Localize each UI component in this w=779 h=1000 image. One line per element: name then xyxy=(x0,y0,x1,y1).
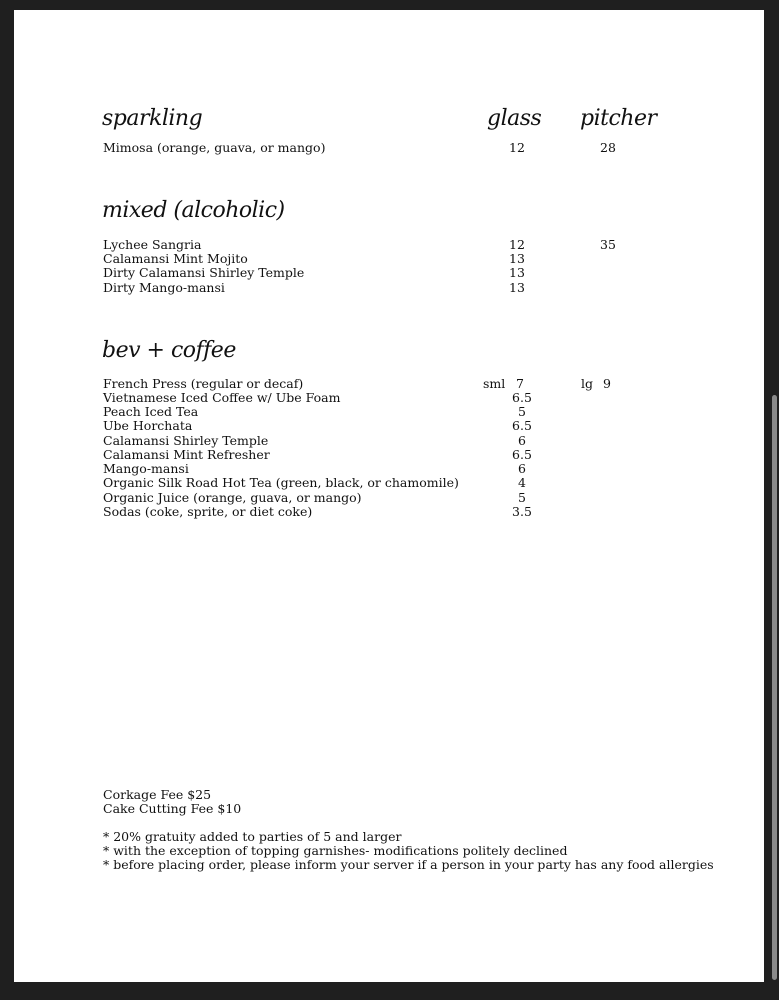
menu-item-glass-price: 12 xyxy=(509,237,525,252)
menu-item-name: Calamansi Mint Refresher xyxy=(103,447,270,462)
menu-item-price: 5 xyxy=(518,490,526,505)
menu-item-price: 6.5 xyxy=(512,390,532,405)
small-size-price: 7 xyxy=(516,376,524,391)
bev-coffee-heading: bev + coffee xyxy=(102,338,236,363)
small-size-label: sml xyxy=(483,376,506,391)
menu-item-name: Organic Juice (orange, guava, or mango) xyxy=(103,490,362,505)
menu-item-name: Calamansi Mint Mojito xyxy=(103,251,248,266)
menu-item-price: 3.5 xyxy=(512,504,532,519)
menu-item-glass-price: 13 xyxy=(509,280,525,295)
note-allergies: * before placing order, please inform your server if a person in your party has any food allergies xyxy=(103,857,714,872)
menu-item-price: 6.5 xyxy=(512,418,532,433)
corkage-fee: Corkage Fee $25 xyxy=(103,787,212,802)
menu-item-name: Organic Silk Road Hot Tea (green, black, or chamomile) xyxy=(103,475,459,490)
sparkling-heading: sparkling xyxy=(102,106,203,131)
menu-item-name: Dirty Calamansi Shirley Temple xyxy=(103,265,305,280)
menu-item-name: Ube Horchata xyxy=(103,418,193,433)
cake-cutting-fee: Cake Cutting Fee $10 xyxy=(103,801,242,816)
large-size-label: lg xyxy=(581,376,593,391)
menu-item-glass-price: 13 xyxy=(509,251,525,266)
menu-item-name: Calamansi Shirley Temple xyxy=(103,433,269,448)
menu-item-price: 6 xyxy=(518,461,526,476)
pitcher-column-header: pitcher xyxy=(580,106,657,131)
menu-item-name: French Press (regular or decaf) xyxy=(103,376,304,391)
menu-item-name: Dirty Mango-mansi xyxy=(103,280,225,295)
menu-item-name: Lychee Sangria xyxy=(103,237,202,252)
menu-item-price: 6.5 xyxy=(512,447,532,462)
menu-item-price: 5 xyxy=(518,404,526,419)
menu-item-name: Mango-mansi xyxy=(103,461,189,476)
glass-column-header: glass xyxy=(487,106,542,131)
vertical-scrollbar[interactable] xyxy=(772,395,777,980)
menu-item-price: 6 xyxy=(518,433,526,448)
mixed-heading: mixed (alcoholic) xyxy=(102,198,285,223)
menu-item-glass-price: 13 xyxy=(509,265,525,280)
large-size-price: 9 xyxy=(603,376,611,391)
menu-item-name: Mimosa (orange, guava, or mango) xyxy=(103,140,326,155)
menu-item-name: Peach Iced Tea xyxy=(103,404,199,419)
menu-item-pitcher-price: 28 xyxy=(600,140,616,155)
menu-item-name: Vietnamese Iced Coffee w/ Ube Foam xyxy=(103,390,341,405)
note-gratuity: * 20% gratuity added to parties of 5 and larger xyxy=(103,829,402,844)
menu-item-glass-price: 12 xyxy=(509,140,525,155)
menu-item-name: Sodas (coke, sprite, or diet coke) xyxy=(103,504,313,519)
note-modifications: * with the exception of topping garnishes- modifications politely declined xyxy=(103,843,568,858)
menu-item-pitcher-price: 35 xyxy=(600,237,616,252)
menu-item-price: 4 xyxy=(518,475,526,490)
